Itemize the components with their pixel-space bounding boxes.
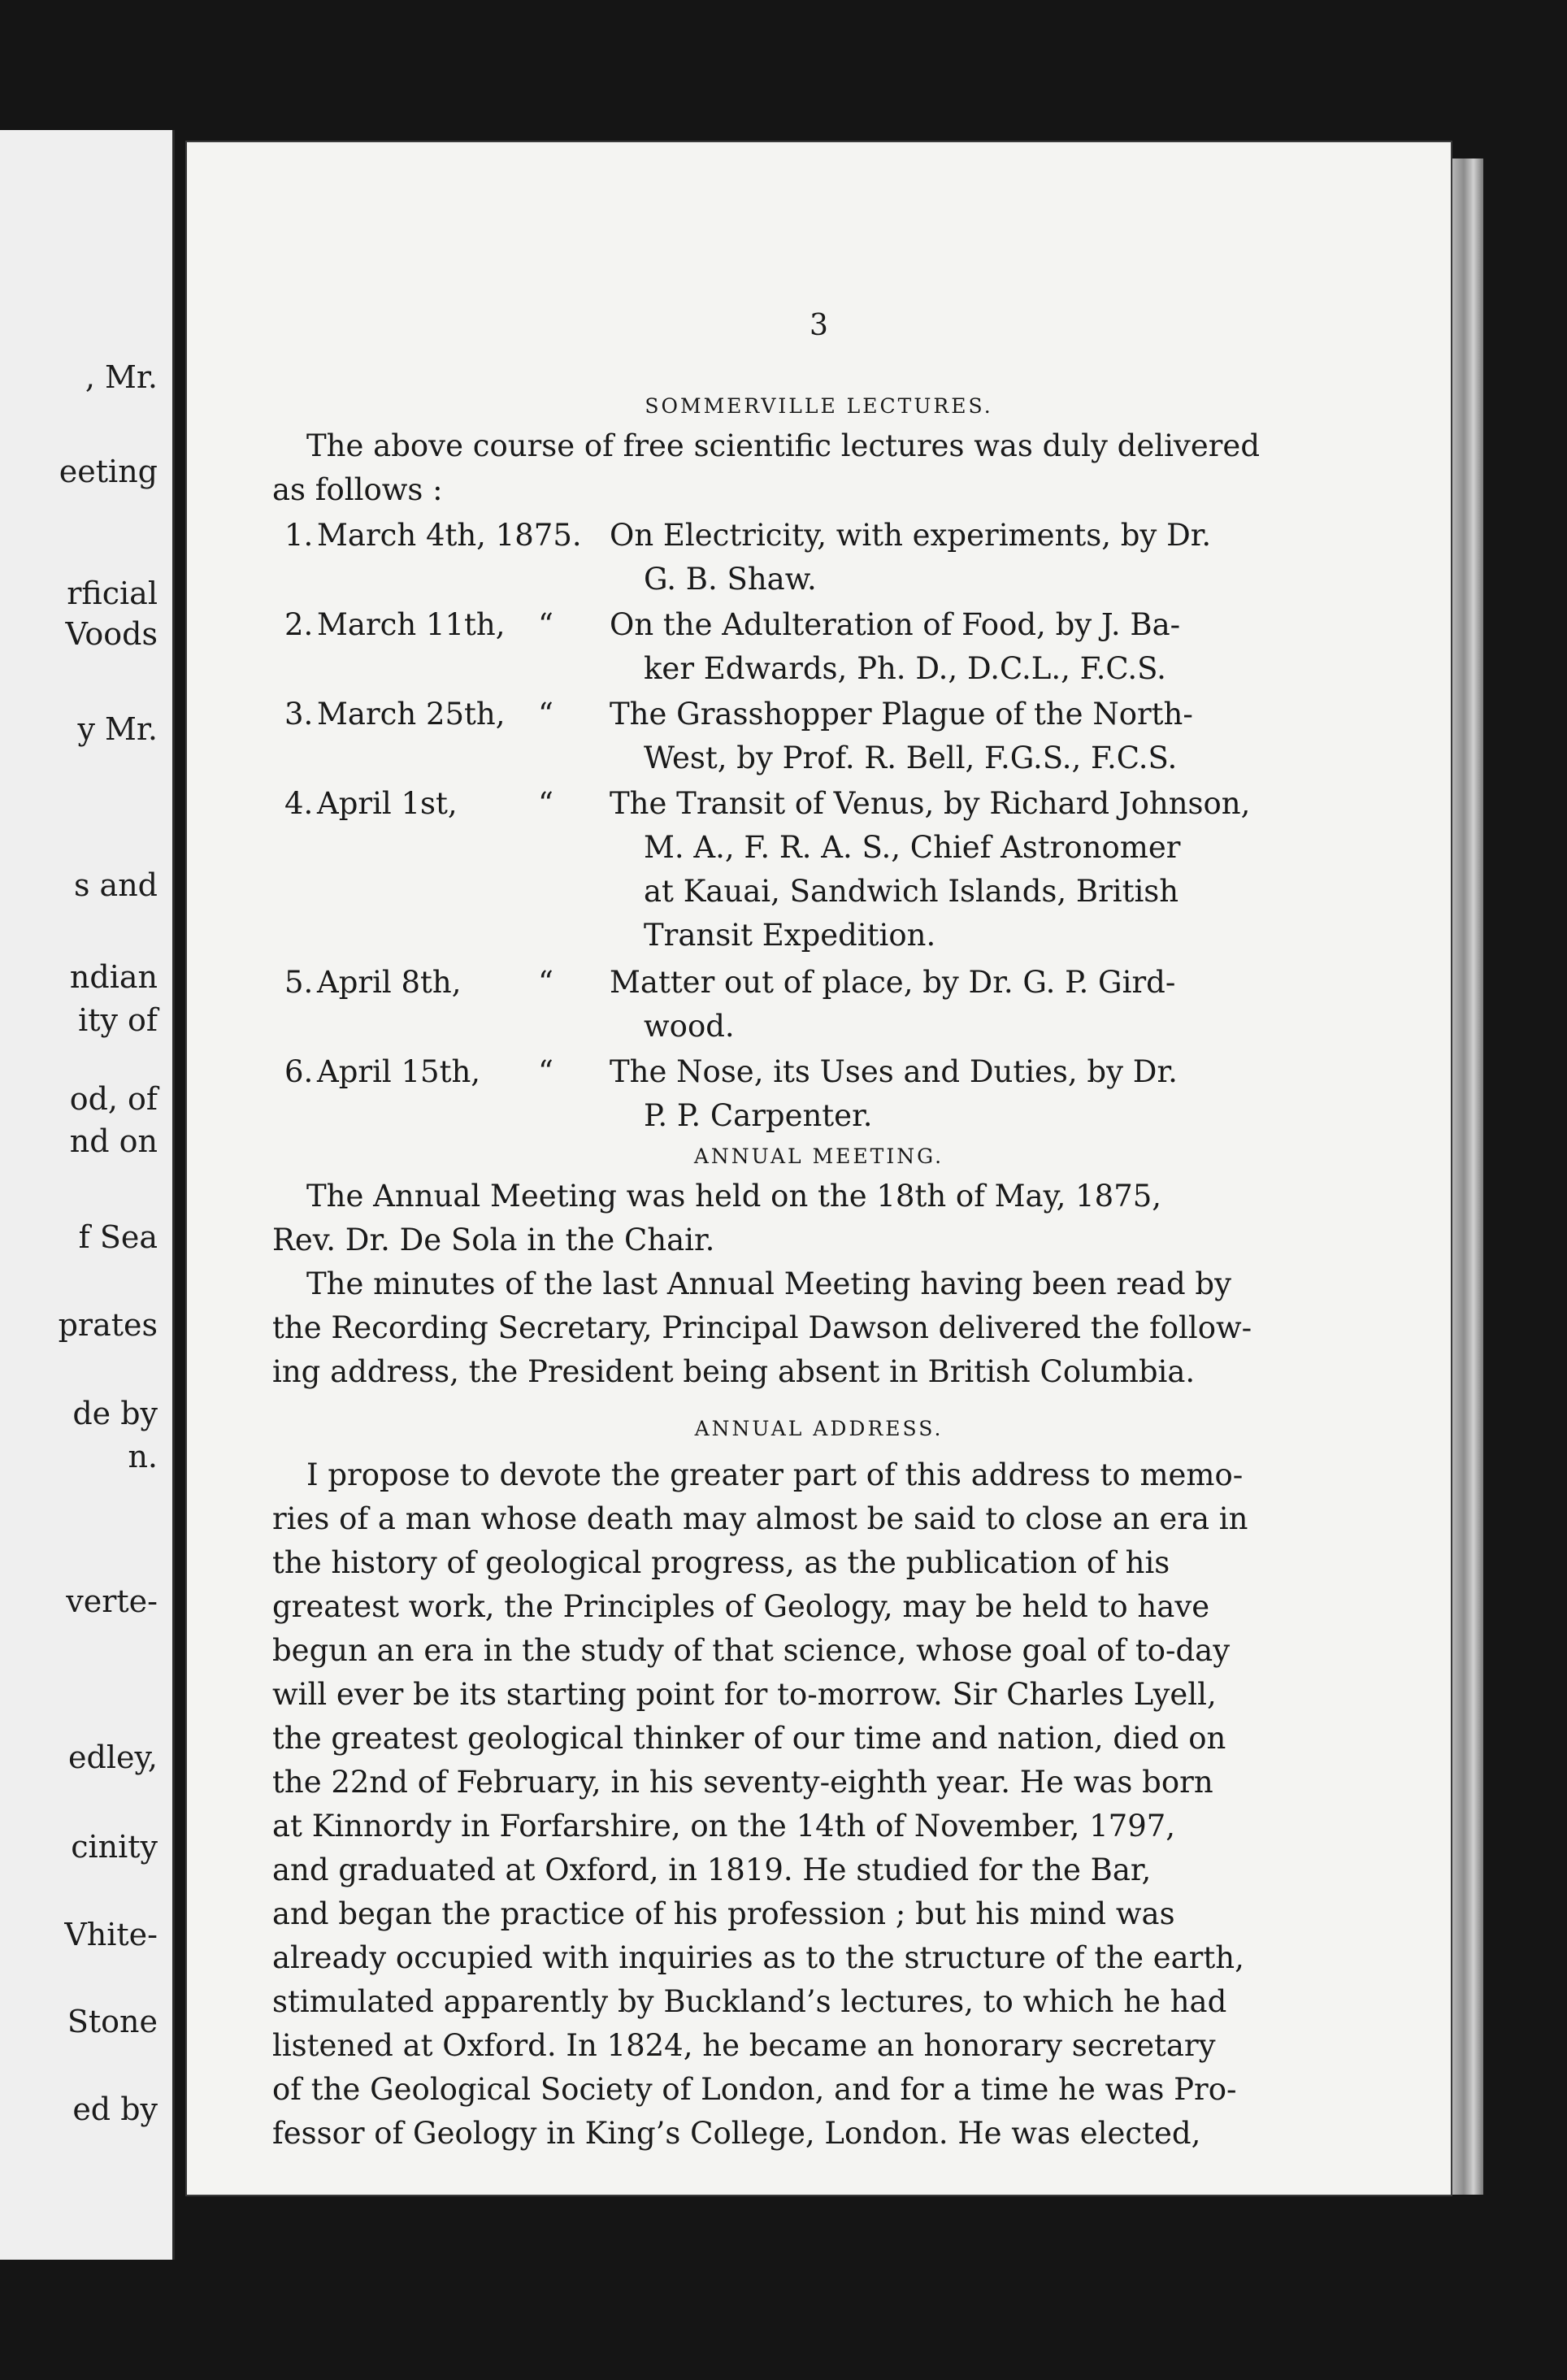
text-line: Rev. Dr. De Sola in the Chair. bbox=[272, 1223, 715, 1257]
ditto-mark: “ bbox=[538, 965, 553, 1000]
ditto-mark: “ bbox=[538, 786, 553, 821]
lecture-date: April 15th, bbox=[317, 1054, 481, 1089]
left-fragment: prates bbox=[58, 1307, 158, 1343]
ditto-mark: “ bbox=[538, 1054, 553, 1089]
text-line: already occupied with inquiries as to the structure of the earth, bbox=[272, 1940, 1244, 1975]
lecture-date: March 25th, bbox=[317, 697, 506, 732]
lecture-description-line: Matter out of place, by Dr. G. P. Gird- bbox=[610, 965, 1176, 1000]
left-fragment: Vhite- bbox=[64, 1917, 158, 1952]
section-heading-annual-address: ANNUAL ADDRESS. bbox=[694, 1417, 944, 1440]
page-number: 3 bbox=[810, 309, 828, 342]
meeting-paragraphs bbox=[272, 1175, 1386, 1394]
text-line: the Recording Secretary, Principal Dawson delivered the follow- bbox=[272, 1310, 1252, 1345]
left-fragment: ed by bbox=[72, 2091, 158, 2127]
section-heading-annual-meeting: ANNUAL MEETING. bbox=[693, 1144, 944, 1168]
left-fragment: y Mr. bbox=[77, 711, 158, 747]
lecture-description-line: P. P. Carpenter. bbox=[644, 1098, 873, 1133]
left-page bbox=[0, 130, 175, 2260]
left-fragment: ity of bbox=[78, 1002, 158, 1038]
lecture-description-line: at Kauai, Sandwich Islands, British bbox=[644, 874, 1179, 909]
left-fragment: eeting bbox=[59, 454, 158, 489]
lecture-number: 4. bbox=[284, 786, 314, 821]
left-fragment: Stone bbox=[67, 2004, 158, 2039]
page-edge bbox=[1451, 159, 1483, 2195]
ditto-mark: “ bbox=[538, 607, 553, 642]
lecture-description-line: On Electricity, with experiments, by Dr. bbox=[610, 518, 1212, 553]
left-fragment: f Sea bbox=[78, 1219, 158, 1255]
lecture-date: April 8th, bbox=[317, 965, 462, 1000]
text-line: and graduated at Oxford, in 1819. He studied for the Bar, bbox=[272, 1852, 1152, 1887]
left-fragment: cinity bbox=[71, 1829, 158, 1865]
intro-paragraph bbox=[272, 424, 1386, 512]
text-line: The above course of free scientific lectures was duly delivered bbox=[306, 428, 1260, 463]
text-line: greatest work, the Principles of Geology, may be held to have bbox=[272, 1589, 1210, 1624]
lecture-number: 6. bbox=[284, 1054, 314, 1089]
lecture-description-line: M. A., F. R. A. S., Chief Astronomer bbox=[644, 830, 1181, 865]
left-fragment: , Mr. bbox=[85, 359, 158, 395]
left-fragment: edley, bbox=[68, 1739, 158, 1775]
lecture-description-line: Transit Expedition. bbox=[644, 918, 936, 953]
left-fragment: de by bbox=[72, 1396, 158, 1431]
text-line: I propose to devote the greater part of this address to memo- bbox=[306, 1457, 1244, 1492]
text-line: the 22nd of February, in his seventy-eighth year. He was born bbox=[272, 1765, 1213, 1800]
left-fragment: ndian bbox=[69, 959, 158, 995]
lecture-date: March 4th, 1875. bbox=[317, 518, 582, 553]
lecture-description-line: The Grasshopper Plague of the North- bbox=[610, 697, 1193, 732]
ditto-mark: “ bbox=[538, 697, 553, 732]
left-fragment: od, of bbox=[69, 1081, 158, 1117]
text-line: of the Geological Society of London, and for a time he was Pro- bbox=[272, 2072, 1237, 2107]
lecture-number: 5. bbox=[284, 965, 314, 1000]
text-line: stimulated apparently by Buckland’s lectures, to which he had bbox=[272, 1984, 1227, 2019]
lecture-date: March 11th, bbox=[317, 607, 506, 642]
lecture-description-line: The Nose, its Uses and Duties, by Dr. bbox=[610, 1054, 1178, 1089]
text-line: ing address, the President being absent in British Columbia. bbox=[272, 1354, 1196, 1389]
address-paragraph bbox=[272, 1453, 1386, 2156]
book-page bbox=[187, 142, 1451, 2195]
lecture-description-line: The Transit of Venus, by Richard Johnson, bbox=[610, 786, 1251, 821]
text-line: and began the practice of his profession ; but his mind was bbox=[272, 1896, 1175, 1931]
lecture-description-line: ker Edwards, Ph. D., D.C.L., F.C.S. bbox=[644, 651, 1166, 686]
left-fragment: n. bbox=[128, 1439, 158, 1474]
left-fragment: nd on bbox=[69, 1123, 158, 1159]
lecture-number: 3. bbox=[284, 697, 314, 732]
text-line: the history of geological progress, as the publication of his bbox=[272, 1545, 1170, 1580]
text-line: ries of a man whose death may almost be said to close an era in bbox=[272, 1501, 1248, 1536]
text-line: at Kinnordy in Forfarshire, on the 14th of November, 1797, bbox=[272, 1809, 1176, 1844]
lecture-description-line: G. B. Shaw. bbox=[644, 562, 817, 597]
left-fragment: Voods bbox=[65, 616, 158, 652]
text-line: The Annual Meeting was held on the 18th of May, 1875, bbox=[306, 1179, 1162, 1214]
text-line: the greatest geological thinker of our time and nation, died on bbox=[272, 1721, 1226, 1756]
text-line: The minutes of the last Annual Meeting having been read by bbox=[306, 1266, 1232, 1301]
left-fragment: verte- bbox=[66, 1583, 158, 1619]
text-line: listened at Oxford. In 1824, he became an honorary secretary bbox=[272, 2028, 1216, 2063]
lecture-description-line: West, by Prof. R. Bell, F.G.S., F.C.S. bbox=[644, 740, 1178, 775]
left-fragment: s and bbox=[73, 867, 158, 903]
text-line: fessor of Geology in King’s College, London. He was elected, bbox=[272, 2116, 1201, 2151]
lecture-date: April 1st, bbox=[317, 786, 458, 821]
left-fragment: rficial bbox=[67, 575, 158, 611]
lecture-number: 1. bbox=[284, 518, 314, 553]
section-heading-sommerville-lectures: SOMMERVILLE LECTURES. bbox=[645, 394, 993, 418]
lecture-description-line: On the Adulteration of Food, by J. Ba- bbox=[610, 607, 1181, 642]
lecture-description-line: wood. bbox=[644, 1009, 735, 1044]
lecture-number: 2. bbox=[284, 607, 314, 642]
text-line: begun an era in the study of that science, whose goal of to-day bbox=[272, 1633, 1231, 1668]
text-line: will ever be its starting point for to-morrow. Sir Charles Lyell, bbox=[272, 1677, 1217, 1712]
text-line: as follows : bbox=[272, 472, 443, 507]
